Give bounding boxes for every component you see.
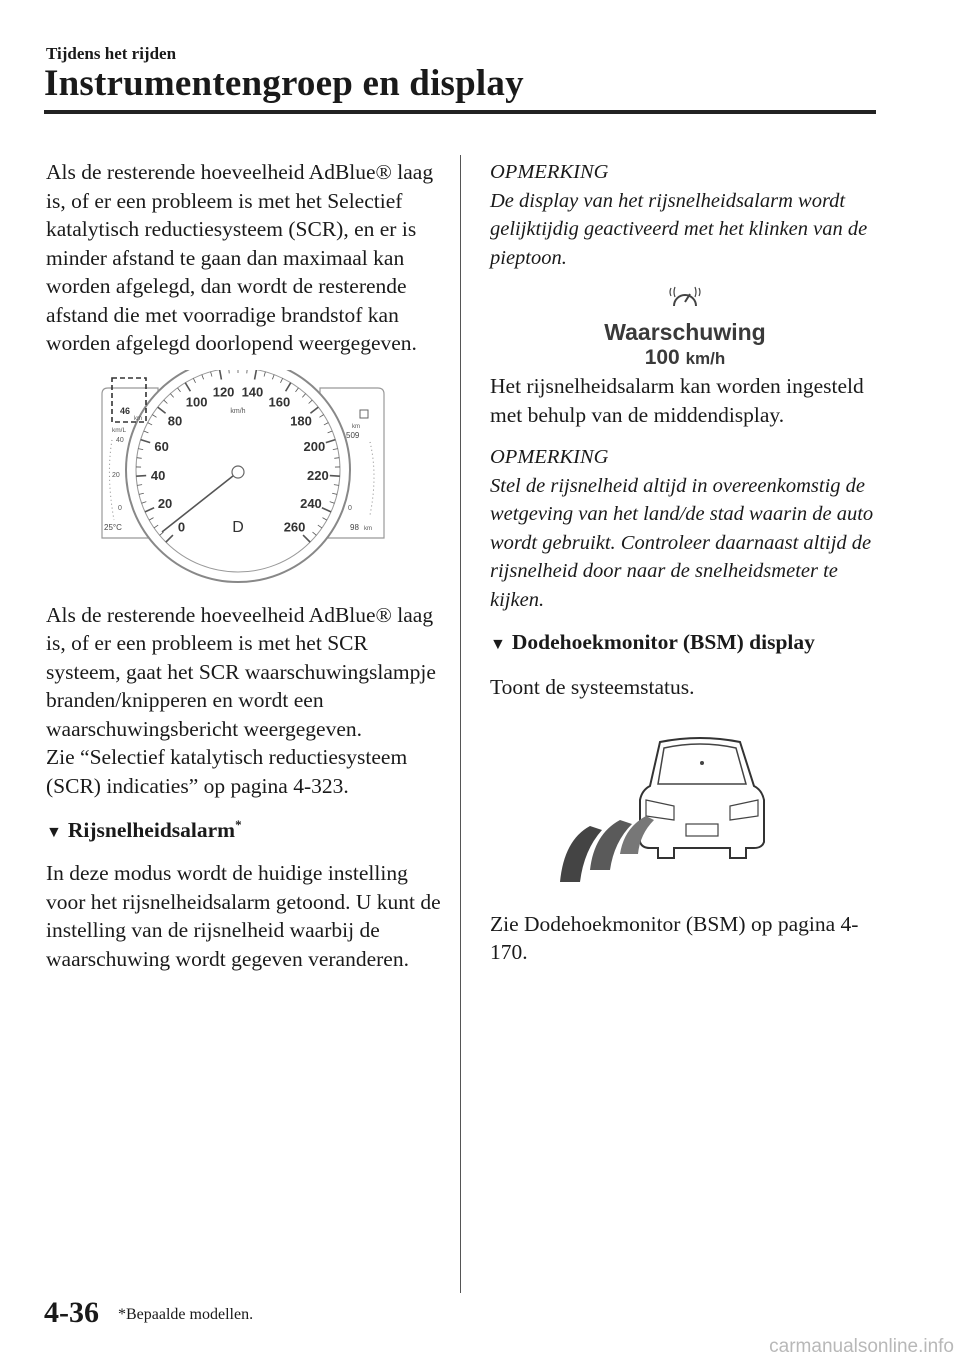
- warning-speed-unit: km/h: [685, 349, 726, 368]
- column-divider: [460, 155, 461, 1293]
- car-body: [640, 738, 764, 858]
- title-rule: [44, 110, 876, 114]
- note-heading: OPMERKING: [490, 161, 609, 183]
- left-readout: 46: [120, 405, 131, 416]
- speed-tick-label: 80: [167, 413, 183, 429]
- speed-tick-label: 120: [212, 383, 235, 399]
- footnote-mark: *: [235, 816, 242, 832]
- speed-alarm-heading-text: Rijsnelheidsalarm: [67, 818, 236, 842]
- range-readout: 509: [346, 430, 360, 440]
- warning-title: Waarschuwing: [604, 319, 766, 345]
- speed-tick-label: 100: [185, 394, 208, 410]
- adblue-warning-paragraph: Als de resterende hoeveelheid AdBlue® laag is, of er een probleem is met het SCR systeem, gaat het SCR waarschuwingslampje branden/knipperen en wordt een waarschuwingsbericht weergegeven.: [46, 602, 436, 741]
- speed-alarm-icon: [668, 282, 702, 312]
- warning-speed: [490, 346, 880, 370]
- major-tick: [136, 475, 146, 476]
- bsm-reference: Zie Dodehoekmonitor (BSM) op pagina 4-170.: [490, 911, 859, 964]
- range-unit: km: [352, 423, 360, 430]
- trip-unit: km: [364, 525, 372, 532]
- section-label: Tijdens het rijden: [46, 44, 177, 63]
- speed-tick-label: 220: [307, 467, 329, 483]
- left-scale-0: 0: [118, 504, 122, 512]
- note-heading-2: OPMERKING: [490, 446, 609, 468]
- footnote: *Bepaalde modellen.: [118, 1306, 254, 1323]
- speed-tick-label: 140: [241, 383, 264, 399]
- speed-tick-label: 200: [303, 438, 326, 454]
- bsm-heading: [490, 628, 880, 659]
- triangle-bullet-icon: ▼: [46, 824, 62, 841]
- page-title: Instrumentengroep en display: [44, 63, 524, 104]
- right-column: [490, 158, 880, 967]
- page-number: 4-36: [44, 1296, 99, 1329]
- gear-indicator: D: [232, 518, 244, 536]
- note-body: De display van het rijsnelheidsalarm wordt gelijktijdig geactiveerd met het klinken van de pieptoon.: [490, 189, 868, 269]
- trip-readout: 98: [350, 522, 359, 532]
- speed-tick-label: 160: [268, 394, 291, 410]
- speed-tick-label: 180: [290, 413, 312, 429]
- temperature-readout: 25°C: [104, 522, 122, 532]
- left-scale-unit: km/L: [112, 426, 127, 434]
- speed-alarm-setting-paragraph: Het rijsnelheidsalarm kan worden ingesteld met behulp van de middendisplay.: [490, 374, 864, 427]
- adblue-range-paragraph: Als de resterende hoeveelheid AdBlue® laag is, of er een probleem is met het Selectief katalytisch reductiesysteem (SCR), en er is minder afstand te gaan dan maximaal kan worden afgelegd, dan wordt de resterende afstand die met voorradige brandstof kan worden afgelegd doorlopend weergegeven.: [46, 160, 434, 355]
- speed-tick-label: 20: [157, 495, 173, 511]
- left-scale-40: 40: [116, 436, 124, 444]
- speed-alarm-paragraph: In deze modus wordt de huidige instelling voor het rijsnelheidsalarm getoond. U kunt de instelling van de rijsnelheid waarbij de waarschuwing wordt gegeven veranderen.: [46, 861, 441, 971]
- scr-reference: Zie “Selectief katalytisch reductiesysteem (SCR) indicaties” op pagina 4-323.: [46, 745, 408, 798]
- speed-tick-label: 0: [177, 519, 186, 535]
- left-column: [46, 158, 441, 973]
- right-scale-zero: 0: [348, 504, 352, 512]
- bsm-car-illustration: [550, 730, 790, 890]
- left-scale-20: 20: [112, 471, 120, 479]
- watermark: carmanualsonline.info: [769, 1336, 954, 1357]
- fuel-pump-icon: [360, 410, 368, 418]
- major-tick: [330, 475, 340, 476]
- speed-tick-label: 60: [154, 438, 169, 454]
- triangle-bullet-icon: ▼: [490, 636, 506, 653]
- note-body-2: Stel de rijsnelheid altijd in overeenkomstig de wetgeving van het land/de stad waarin de auto wordt gebruikt. Controleer daarnaast altijd de rijsnelheid door naar de snelheidsmeter te kijken.: [490, 474, 874, 611]
- speed-unit-label: km/h: [230, 407, 246, 415]
- speed-tick-label: 240: [300, 495, 322, 511]
- speed-alarm-heading: [46, 816, 441, 847]
- speed-tick-label: 260: [283, 519, 306, 535]
- instrument-cluster-illustration: [98, 370, 388, 585]
- needle-hub: [232, 466, 244, 478]
- bsm-heading-text: Dodehoekmonitor (BSM) display: [511, 630, 815, 654]
- speed-warning-display: [490, 282, 880, 370]
- bsm-status-paragraph: Toont de systeemstatus.: [490, 675, 695, 699]
- warning-speed-value: 100: [644, 346, 680, 369]
- left-readout-unit: km: [134, 415, 142, 422]
- speed-tick-label: 40: [150, 467, 166, 483]
